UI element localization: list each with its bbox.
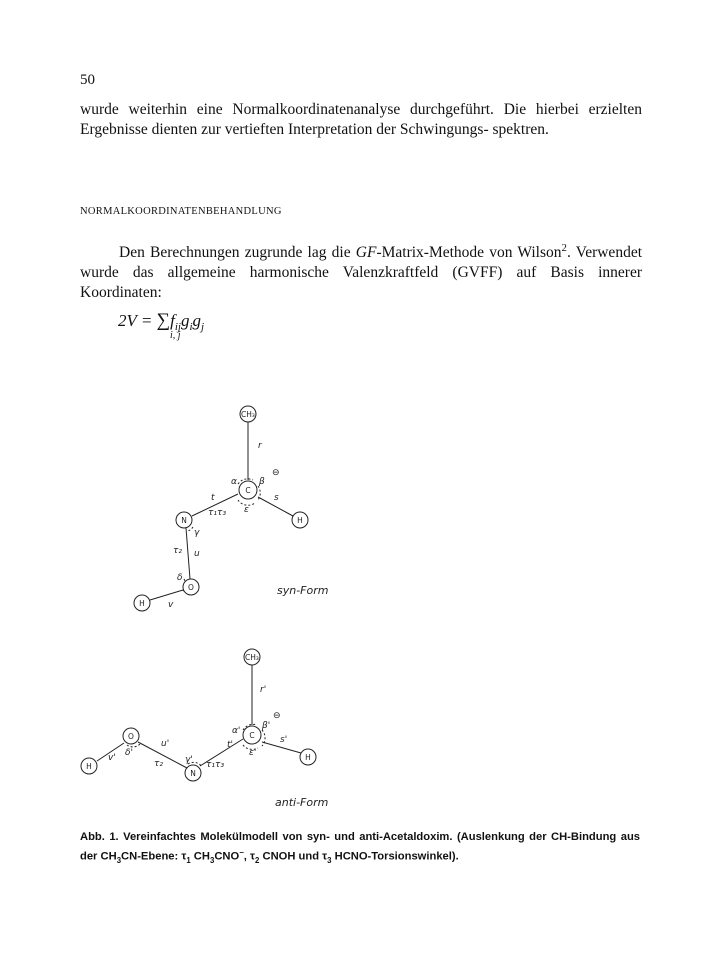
formula-g1: g [180, 311, 190, 330]
paragraph-method-text-3: . Verwendet wurde das allgemeine harmonische Valenzkraftfeld (GVFF) auf Basis innerer Koordinaten: [80, 244, 642, 302]
syn-atom-n: N [181, 516, 187, 525]
syn-atom-c: C [245, 486, 251, 495]
syn-label-tau1tau3: τ₁τ₃ [208, 508, 227, 518]
syn-gamma-arc [188, 527, 193, 531]
formula-g2-sub: j [201, 321, 205, 333]
anti-atom-c: C [249, 731, 255, 740]
caption-text-1: Abb. 1. Vereinfachtes Molekülmodell von syn- und anti-Acetaldoxim. (Auslenkung der CH-Bindung aus der CH [80, 831, 640, 863]
anti-beta-arc [262, 730, 265, 746]
gf-matrix-term: GF [355, 244, 377, 262]
syn-label-t: t [211, 493, 215, 503]
syn-label-delta: δ [177, 573, 183, 583]
anti-atom-ch3: CH₃ [245, 653, 259, 662]
anti-atom-h-c: H [305, 753, 311, 762]
caption-text-3: CH [190, 850, 210, 863]
anti-label-r: r' [260, 685, 267, 695]
caption-sub-1: 1 [186, 855, 191, 865]
anti-label-gamma: γ' [185, 755, 193, 765]
anti-label-u: u' [161, 739, 170, 749]
anti-atom-h-o: H [86, 762, 92, 771]
syn-label-gamma: γ [194, 528, 200, 538]
syn-label-charge: ⊖ [272, 468, 280, 478]
syn-label-alpha: α [231, 477, 237, 487]
anti-atoms [81, 649, 316, 781]
caption-text-6: CNOH und τ [259, 850, 328, 863]
paragraph-intro: wurde weiterhin eine Normalkoordinatenanalyse durchgeführt. Die hierbei erzielten Ergebnisse dienten zur vertieften Interpretation der Schwingungs- spektren. [80, 101, 642, 138]
anti-label-beta: β' [262, 721, 271, 731]
caption-text-4: CNO [214, 850, 240, 863]
anti-label-tau2: τ₂ [154, 759, 164, 769]
syn-label-r: r [258, 441, 262, 451]
syn-label-beta: β [259, 477, 265, 487]
reference-marker: 2 [561, 242, 567, 254]
syn-atom-h-c: H [297, 516, 303, 525]
anti-label-v: v' [108, 753, 116, 763]
syn-label-epsilon: ε [244, 505, 249, 515]
formula-f-sub: ij [174, 321, 181, 333]
anti-label-alpha: α' [232, 726, 241, 736]
anti-label-s: s' [280, 735, 288, 745]
caption-sub-2: 2 [255, 855, 260, 865]
syn-bond-n-o [186, 528, 190, 579]
caption-sub-3a: 3 [116, 855, 122, 865]
caption-sup-minus: − [239, 848, 244, 857]
summation-sign: ∑ [156, 310, 171, 331]
syn-atom-ch3: CH₃ [241, 410, 255, 419]
anti-label-tau1tau3: τ₁τ₃ [206, 760, 225, 770]
caption-sub-3c: 3 [327, 855, 332, 865]
caption-text-7: HCNO-Torsionswinkel). [331, 850, 459, 863]
anti-delta-arc [127, 744, 140, 747]
paragraph-method-text-2: -Matrix-Methode von Wilson [376, 244, 562, 262]
figure-caption [80, 830, 640, 868]
formula-g1-sub: i [189, 321, 193, 333]
anti-label-epsilon: ε' [249, 748, 257, 758]
paragraph-method-text-1: Den Berechnungen zugrunde lag die [119, 244, 356, 262]
anti-label-delta: δ' [125, 748, 133, 758]
section-heading: NORMALKOORDINATENBEHANDLUNG [80, 206, 282, 217]
formula-f: f [170, 311, 175, 330]
syn-atom-o: O [188, 583, 194, 592]
syn-label-s: s [274, 493, 279, 503]
page-number: 50 [80, 72, 95, 88]
anti-atom-n: N [190, 769, 196, 778]
syn-bond-o-h [150, 590, 183, 600]
syn-label-tau2: τ₂ [173, 546, 183, 556]
anti-label-charge: ⊖ [273, 711, 281, 721]
anti-atom-o: O [128, 732, 134, 741]
summation-index: i, j [170, 330, 181, 341]
anti-form-label: anti-Form [275, 796, 329, 809]
formula-lhs: 2V = [118, 311, 157, 330]
syn-atom-h-o: H [139, 599, 145, 608]
syn-form-label: syn-Form [277, 584, 329, 597]
anti-label-t: t' [227, 740, 234, 750]
syn-label-u: u [194, 549, 200, 559]
caption-sub-3b: 3 [209, 855, 215, 865]
syn-label-v: v [168, 600, 174, 610]
caption-text-2: CN-Ebene: τ [121, 850, 187, 863]
formula-g2: g [192, 311, 202, 330]
caption-text-5: , τ [243, 850, 256, 863]
